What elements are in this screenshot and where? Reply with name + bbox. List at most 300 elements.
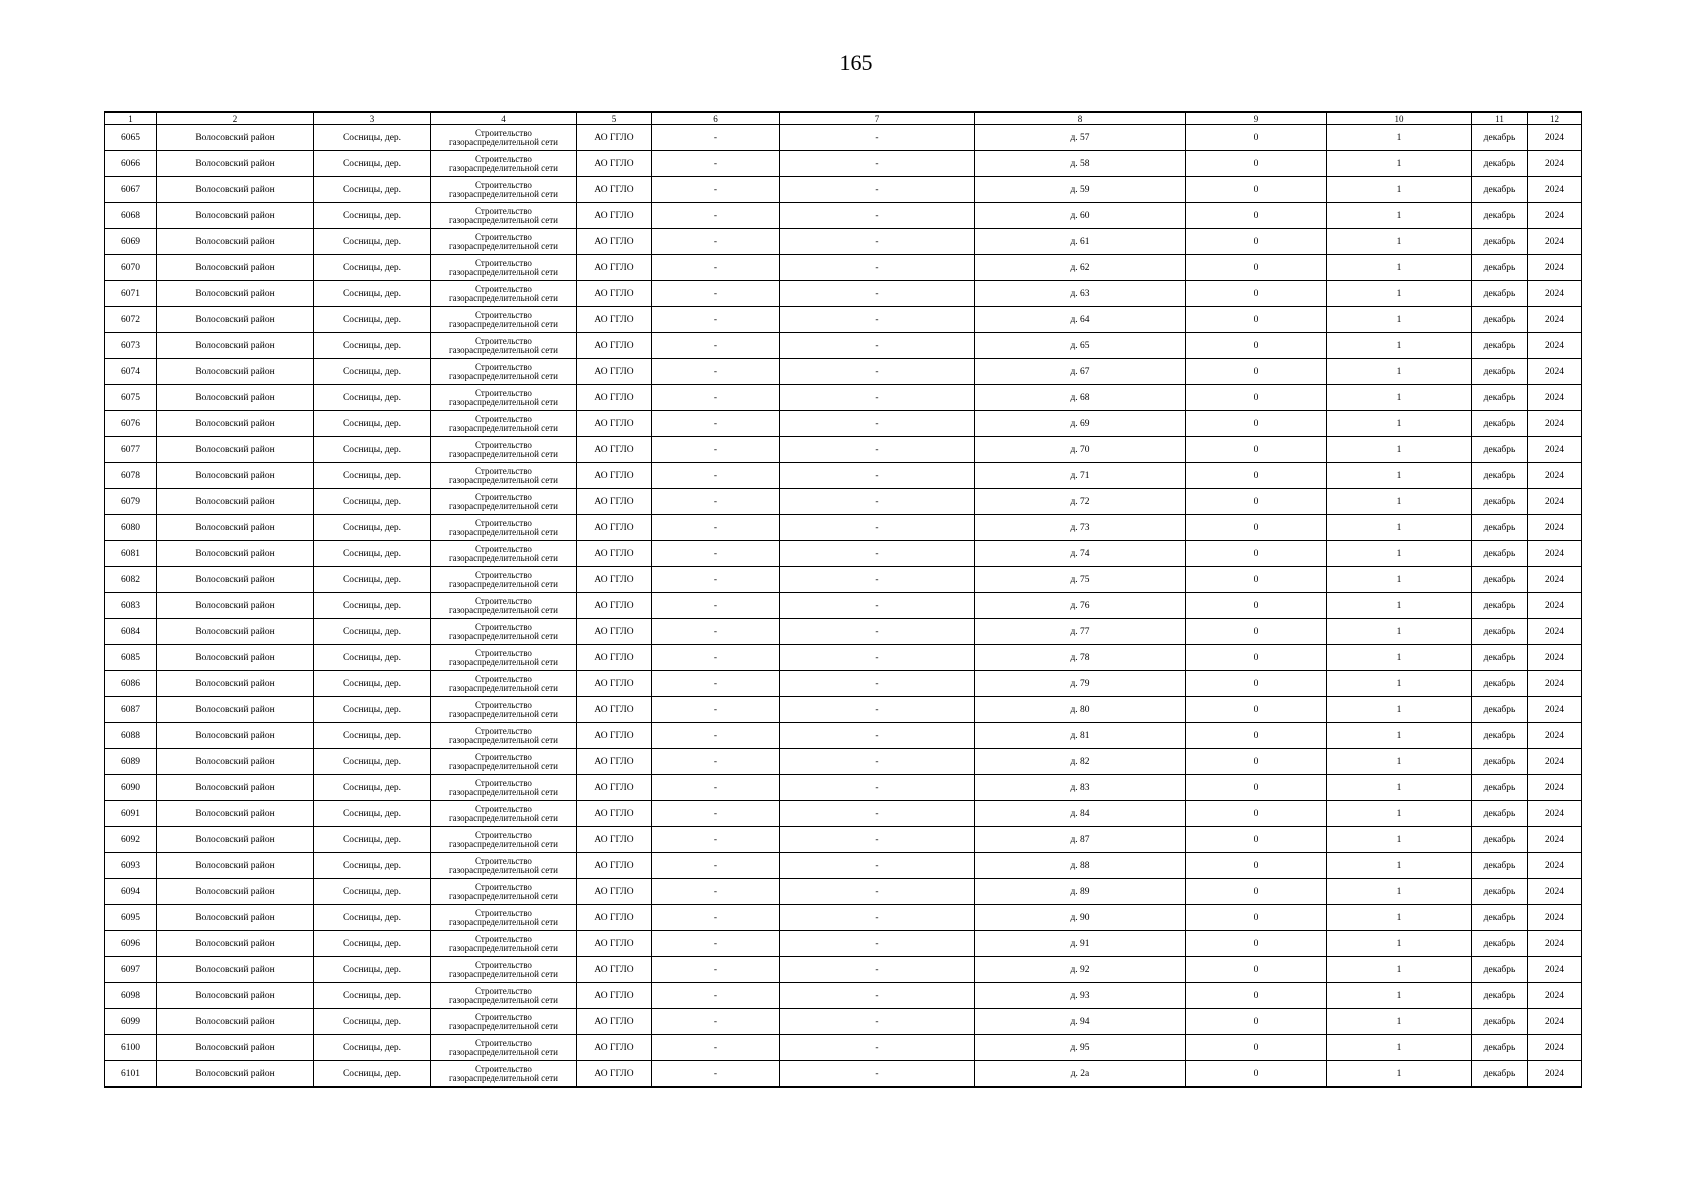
cell-work — [431, 125, 577, 151]
cell-house: д. 81 — [975, 723, 1186, 749]
cell-col7: - — [780, 177, 975, 203]
cell-year: 2024 — [1528, 775, 1582, 801]
cell-col7: - — [780, 1009, 975, 1035]
cell-locality: Сосницы, дер. — [314, 411, 431, 437]
cell-month: декабрь — [1472, 307, 1528, 333]
cell-month: декабрь — [1472, 775, 1528, 801]
cell-house: д. 88 — [975, 853, 1186, 879]
work-line-2: газораспределительной сети — [448, 1046, 558, 1057]
cell-district: Волосовский район — [157, 541, 314, 567]
cell-work — [431, 1035, 577, 1061]
cell-month: декабрь — [1472, 567, 1528, 593]
cell-locality: Сосницы, дер. — [314, 359, 431, 385]
cell-work — [431, 437, 577, 463]
cell-col6: - — [652, 593, 780, 619]
cell-locality: Сосницы, дер. — [314, 151, 431, 177]
cell-col7: - — [780, 463, 975, 489]
cell-work — [431, 671, 577, 697]
cell-year: 2024 — [1528, 593, 1582, 619]
table-row — [105, 1061, 1582, 1088]
work-line-1: Строительство — [475, 569, 532, 580]
work-line-1: Строительство — [475, 777, 532, 788]
cell-locality: Сосницы, дер. — [314, 775, 431, 801]
cell-year: 2024 — [1528, 1009, 1582, 1035]
cell-work — [431, 723, 577, 749]
cell-district: Волосовский район — [157, 281, 314, 307]
cell-month: декабрь — [1472, 1035, 1528, 1061]
cell-work — [431, 151, 577, 177]
cell-organization: АО ГГЛО — [577, 307, 652, 333]
cell-col7: - — [780, 541, 975, 567]
cell-col7: - — [780, 879, 975, 905]
work-line-2: газораспределительной сети — [448, 500, 558, 511]
cell-organization: АО ГГЛО — [577, 515, 652, 541]
cell-month: декабрь — [1472, 359, 1528, 385]
cell-month: декабрь — [1472, 827, 1528, 853]
cell-number: 6078 — [105, 463, 157, 489]
work-line-1: Строительство — [475, 829, 532, 840]
cell-work — [431, 593, 577, 619]
cell-col7: - — [780, 619, 975, 645]
cell-col9: 0 — [1186, 359, 1327, 385]
work-line-1: Строительство — [475, 673, 532, 684]
cell-year: 2024 — [1528, 671, 1582, 697]
cell-col6: - — [652, 671, 780, 697]
cell-locality: Сосницы, дер. — [314, 177, 431, 203]
cell-month: декабрь — [1472, 437, 1528, 463]
cell-house: д. 93 — [975, 983, 1186, 1009]
cell-year: 2024 — [1528, 619, 1582, 645]
cell-col6: - — [652, 645, 780, 671]
table-row — [105, 255, 1582, 281]
cell-month: декабрь — [1472, 125, 1528, 151]
cell-locality: Сосницы, дер. — [314, 125, 431, 151]
cell-organization: АО ГГЛО — [577, 203, 652, 229]
cell-col7: - — [780, 827, 975, 853]
cell-month: декабрь — [1472, 801, 1528, 827]
cell-year: 2024 — [1528, 931, 1582, 957]
work-line-2: газораспределительной сети — [448, 682, 558, 693]
table-row — [105, 333, 1582, 359]
work-line-1: Строительство — [475, 1037, 532, 1048]
cell-col10: 1 — [1327, 957, 1472, 983]
work-line-1: Строительство — [475, 1063, 532, 1074]
cell-organization: АО ГГЛО — [577, 749, 652, 775]
cell-col10: 1 — [1327, 697, 1472, 723]
column-header: 1 — [105, 112, 157, 125]
cell-month: декабрь — [1472, 203, 1528, 229]
cell-district: Волосовский район — [157, 723, 314, 749]
cell-district: Волосовский район — [157, 853, 314, 879]
cell-month: декабрь — [1472, 905, 1528, 931]
cell-col9: 0 — [1186, 1009, 1327, 1035]
cell-house: д. 73 — [975, 515, 1186, 541]
cell-col10: 1 — [1327, 515, 1472, 541]
cell-number: 6066 — [105, 151, 157, 177]
cell-year: 2024 — [1528, 827, 1582, 853]
cell-organization: АО ГГЛО — [577, 593, 652, 619]
cell-col10: 1 — [1327, 229, 1472, 255]
cell-year: 2024 — [1528, 151, 1582, 177]
cell-col6: - — [652, 879, 780, 905]
cell-col9: 0 — [1186, 151, 1327, 177]
cell-col6: - — [652, 931, 780, 957]
work-line-1: Строительство — [475, 751, 532, 762]
cell-number: 6067 — [105, 177, 157, 203]
cell-locality: Сосницы, дер. — [314, 385, 431, 411]
cell-work — [431, 489, 577, 515]
cell-col6: - — [652, 775, 780, 801]
cell-district: Волосовский район — [157, 463, 314, 489]
work-line-2: газораспределительной сети — [448, 630, 558, 641]
cell-house: д. 65 — [975, 333, 1186, 359]
cell-col7: - — [780, 905, 975, 931]
cell-district: Волосовский район — [157, 567, 314, 593]
table-row — [105, 1009, 1582, 1035]
work-line-2: газораспределительной сети — [448, 708, 558, 719]
cell-col10: 1 — [1327, 853, 1472, 879]
cell-year: 2024 — [1528, 333, 1582, 359]
cell-year: 2024 — [1528, 567, 1582, 593]
column-header: 4 — [431, 112, 577, 125]
cell-col9: 0 — [1186, 801, 1327, 827]
cell-month: декабрь — [1472, 853, 1528, 879]
cell-work — [431, 281, 577, 307]
work-line-2: газораспределительной сети — [448, 786, 558, 797]
cell-district: Волосовский район — [157, 775, 314, 801]
cell-year: 2024 — [1528, 229, 1582, 255]
cell-col7: - — [780, 437, 975, 463]
table-row — [105, 281, 1582, 307]
cell-col9: 0 — [1186, 489, 1327, 515]
cell-locality: Сосницы, дер. — [314, 619, 431, 645]
work-line-2: газораспределительной сети — [448, 188, 558, 199]
cell-col9: 0 — [1186, 203, 1327, 229]
cell-locality: Сосницы, дер. — [314, 853, 431, 879]
cell-house: д. 60 — [975, 203, 1186, 229]
cell-locality: Сосницы, дер. — [314, 437, 431, 463]
table-row — [105, 905, 1582, 931]
cell-organization: АО ГГЛО — [577, 957, 652, 983]
cell-organization: АО ГГЛО — [577, 125, 652, 151]
cell-col7: - — [780, 255, 975, 281]
cell-col9: 0 — [1186, 437, 1327, 463]
cell-house: д. 90 — [975, 905, 1186, 931]
cell-col6: - — [652, 437, 780, 463]
cell-house: д. 92 — [975, 957, 1186, 983]
cell-year: 2024 — [1528, 203, 1582, 229]
page-number: 165 — [839, 50, 873, 75]
cell-organization: АО ГГЛО — [577, 281, 652, 307]
cell-col9: 0 — [1186, 749, 1327, 775]
cell-col6: - — [652, 385, 780, 411]
cell-col10: 1 — [1327, 801, 1472, 827]
cell-col10: 1 — [1327, 541, 1472, 567]
cell-year: 2024 — [1528, 515, 1582, 541]
cell-month: декабрь — [1472, 619, 1528, 645]
cell-locality: Сосницы, дер. — [314, 515, 431, 541]
cell-year: 2024 — [1528, 125, 1582, 151]
table-row — [105, 645, 1582, 671]
work-line-2: газораспределительной сети — [448, 916, 558, 927]
cell-col7: - — [780, 853, 975, 879]
table-row — [105, 411, 1582, 437]
cell-month: декабрь — [1472, 177, 1528, 203]
cell-locality: Сосницы, дер. — [314, 801, 431, 827]
cell-work — [431, 931, 577, 957]
cell-number: 6087 — [105, 697, 157, 723]
cell-district: Волосовский район — [157, 801, 314, 827]
cell-col9: 0 — [1186, 463, 1327, 489]
cell-col9: 0 — [1186, 229, 1327, 255]
cell-col9: 0 — [1186, 281, 1327, 307]
cell-col6: - — [652, 801, 780, 827]
cell-locality: Сосницы, дер. — [314, 1061, 431, 1088]
cell-work — [431, 541, 577, 567]
cell-work — [431, 879, 577, 905]
column-header: 3 — [314, 112, 431, 125]
cell-month: декабрь — [1472, 489, 1528, 515]
cell-house: д. 84 — [975, 801, 1186, 827]
cell-col9: 0 — [1186, 723, 1327, 749]
cell-work — [431, 775, 577, 801]
cell-number: 6081 — [105, 541, 157, 567]
cell-col7: - — [780, 983, 975, 1009]
work-line-2: газораспределительной сети — [448, 214, 558, 225]
cell-number: 6075 — [105, 385, 157, 411]
work-line-1: Строительство — [475, 413, 532, 424]
cell-district: Волосовский район — [157, 437, 314, 463]
cell-locality: Сосницы, дер. — [314, 1009, 431, 1035]
cell-district: Волосовский район — [157, 307, 314, 333]
cell-house: д. 67 — [975, 359, 1186, 385]
table-row — [105, 775, 1582, 801]
cell-work — [431, 983, 577, 1009]
work-line-2: газораспределительной сети — [448, 318, 558, 329]
table-row — [105, 125, 1582, 151]
column-header: 12 — [1528, 112, 1582, 125]
work-line-2: газораспределительной сети — [448, 864, 558, 875]
cell-locality: Сосницы, дер. — [314, 1035, 431, 1061]
cell-locality: Сосницы, дер. — [314, 333, 431, 359]
cell-district: Волосовский район — [157, 333, 314, 359]
work-line-1: Строительство — [475, 231, 532, 242]
table-row — [105, 489, 1582, 515]
work-line-1: Строительство — [475, 179, 532, 190]
work-line-1: Строительство — [475, 543, 532, 554]
cell-number: 6073 — [105, 333, 157, 359]
cell-work — [431, 333, 577, 359]
cell-organization: АО ГГЛО — [577, 879, 652, 905]
cell-number: 6072 — [105, 307, 157, 333]
work-line-2: газораспределительной сети — [448, 734, 558, 745]
cell-col6: - — [652, 957, 780, 983]
work-line-2: газораспределительной сети — [448, 812, 558, 823]
cell-col10: 1 — [1327, 879, 1472, 905]
column-header: 5 — [577, 112, 652, 125]
work-line-1: Строительство — [475, 309, 532, 320]
cell-col6: - — [652, 853, 780, 879]
cell-work — [431, 567, 577, 593]
cell-col6: - — [652, 411, 780, 437]
cell-col9: 0 — [1186, 957, 1327, 983]
cell-col7: - — [780, 957, 975, 983]
cell-work — [431, 853, 577, 879]
work-line-2: газораспределительной сети — [448, 370, 558, 381]
work-line-1: Строительство — [475, 881, 532, 892]
work-line-1: Строительство — [475, 985, 532, 996]
cell-year: 2024 — [1528, 645, 1582, 671]
cell-number: 6091 — [105, 801, 157, 827]
table-row — [105, 385, 1582, 411]
cell-col7: - — [780, 151, 975, 177]
cell-organization: АО ГГЛО — [577, 385, 652, 411]
cell-district: Волосовский район — [157, 177, 314, 203]
work-line-2: газораспределительной сети — [448, 136, 558, 147]
cell-col9: 0 — [1186, 385, 1327, 411]
cell-month: декабрь — [1472, 593, 1528, 619]
work-line-2: газораспределительной сети — [448, 1072, 558, 1083]
work-line-2: газораспределительной сети — [448, 344, 558, 355]
table-row — [105, 983, 1582, 1009]
table-row — [105, 541, 1582, 567]
cell-col10: 1 — [1327, 619, 1472, 645]
cell-year: 2024 — [1528, 281, 1582, 307]
cell-house: д. 95 — [975, 1035, 1186, 1061]
work-line-1: Строительство — [475, 907, 532, 918]
cell-locality: Сосницы, дер. — [314, 879, 431, 905]
cell-number: 6098 — [105, 983, 157, 1009]
cell-work — [431, 203, 577, 229]
cell-col7: - — [780, 359, 975, 385]
cell-work — [431, 359, 577, 385]
cell-locality: Сосницы, дер. — [314, 671, 431, 697]
cell-number: 6094 — [105, 879, 157, 905]
cell-district: Волосовский район — [157, 125, 314, 151]
work-line-2: газораспределительной сети — [448, 994, 558, 1005]
cell-col10: 1 — [1327, 333, 1472, 359]
cell-number: 6069 — [105, 229, 157, 255]
cell-col10: 1 — [1327, 749, 1472, 775]
cell-number: 6082 — [105, 567, 157, 593]
work-line-1: Строительство — [475, 205, 532, 216]
cell-year: 2024 — [1528, 749, 1582, 775]
cell-col6: - — [652, 1061, 780, 1088]
cell-col7: - — [780, 1035, 975, 1061]
work-line-2: газораспределительной сети — [448, 292, 558, 303]
cell-district: Волосовский район — [157, 489, 314, 515]
cell-locality: Сосницы, дер. — [314, 541, 431, 567]
cell-number: 6076 — [105, 411, 157, 437]
cell-month: декабрь — [1472, 645, 1528, 671]
cell-col9: 0 — [1186, 1035, 1327, 1061]
cell-organization: АО ГГЛО — [577, 1009, 652, 1035]
cell-col6: - — [652, 255, 780, 281]
cell-work — [431, 307, 577, 333]
cell-col7: - — [780, 801, 975, 827]
table-row — [105, 801, 1582, 827]
cell-work — [431, 697, 577, 723]
work-line-2: газораспределительной сети — [448, 396, 558, 407]
cell-locality: Сосницы, дер. — [314, 307, 431, 333]
cell-col10: 1 — [1327, 827, 1472, 853]
work-line-2: газораспределительной сети — [448, 448, 558, 459]
cell-organization: АО ГГЛО — [577, 1061, 652, 1088]
cell-organization: АО ГГЛО — [577, 1035, 652, 1061]
cell-locality: Сосницы, дер. — [314, 905, 431, 931]
work-line-1: Строительство — [475, 803, 532, 814]
table-row — [105, 437, 1582, 463]
cell-col9: 0 — [1186, 125, 1327, 151]
cell-col10: 1 — [1327, 723, 1472, 749]
cell-month: декабрь — [1472, 281, 1528, 307]
cell-col10: 1 — [1327, 281, 1472, 307]
cell-number: 6080 — [105, 515, 157, 541]
cell-col9: 0 — [1186, 619, 1327, 645]
cell-col10: 1 — [1327, 125, 1472, 151]
cell-organization: АО ГГЛО — [577, 827, 652, 853]
cell-col6: - — [652, 463, 780, 489]
cell-col6: - — [652, 541, 780, 567]
cell-col10: 1 — [1327, 489, 1472, 515]
work-line-1: Строительство — [475, 933, 532, 944]
cell-number: 6074 — [105, 359, 157, 385]
cell-district: Волосовский район — [157, 151, 314, 177]
cell-col6: - — [652, 723, 780, 749]
cell-col9: 0 — [1186, 255, 1327, 281]
work-line-2: газораспределительной сети — [448, 656, 558, 667]
cell-organization: АО ГГЛО — [577, 775, 652, 801]
cell-col10: 1 — [1327, 593, 1472, 619]
table-row — [105, 229, 1582, 255]
cell-locality: Сосницы, дер. — [314, 931, 431, 957]
work-line-1: Строительство — [475, 647, 532, 658]
cell-number: 6071 — [105, 281, 157, 307]
work-line-2: газораспределительной сети — [448, 890, 558, 901]
cell-work — [431, 385, 577, 411]
cell-organization: АО ГГЛО — [577, 983, 652, 1009]
table-row — [105, 177, 1582, 203]
cell-number: 6100 — [105, 1035, 157, 1061]
table-row — [105, 203, 1582, 229]
work-line-2: газораспределительной сети — [448, 838, 558, 849]
cell-organization: АО ГГЛО — [577, 411, 652, 437]
cell-col9: 0 — [1186, 567, 1327, 593]
cell-locality: Сосницы, дер. — [314, 645, 431, 671]
cell-year: 2024 — [1528, 723, 1582, 749]
cell-number: 6084 — [105, 619, 157, 645]
table-row — [105, 931, 1582, 957]
cell-organization: АО ГГЛО — [577, 645, 652, 671]
work-line-2: газораспределительной сети — [448, 968, 558, 979]
cell-number: 6092 — [105, 827, 157, 853]
cell-work — [431, 515, 577, 541]
column-header: 9 — [1186, 112, 1327, 125]
work-line-1: Строительство — [475, 361, 532, 372]
table-row — [105, 957, 1582, 983]
cell-month: декабрь — [1472, 463, 1528, 489]
cell-year: 2024 — [1528, 983, 1582, 1009]
cell-number: 6095 — [105, 905, 157, 931]
cell-house: д. 75 — [975, 567, 1186, 593]
cell-organization: АО ГГЛО — [577, 619, 652, 645]
table-row — [105, 853, 1582, 879]
cell-col6: - — [652, 749, 780, 775]
work-line-2: газораспределительной сети — [448, 474, 558, 485]
cell-house: д. 94 — [975, 1009, 1186, 1035]
cell-house: д. 71 — [975, 463, 1186, 489]
cell-organization: АО ГГЛО — [577, 151, 652, 177]
